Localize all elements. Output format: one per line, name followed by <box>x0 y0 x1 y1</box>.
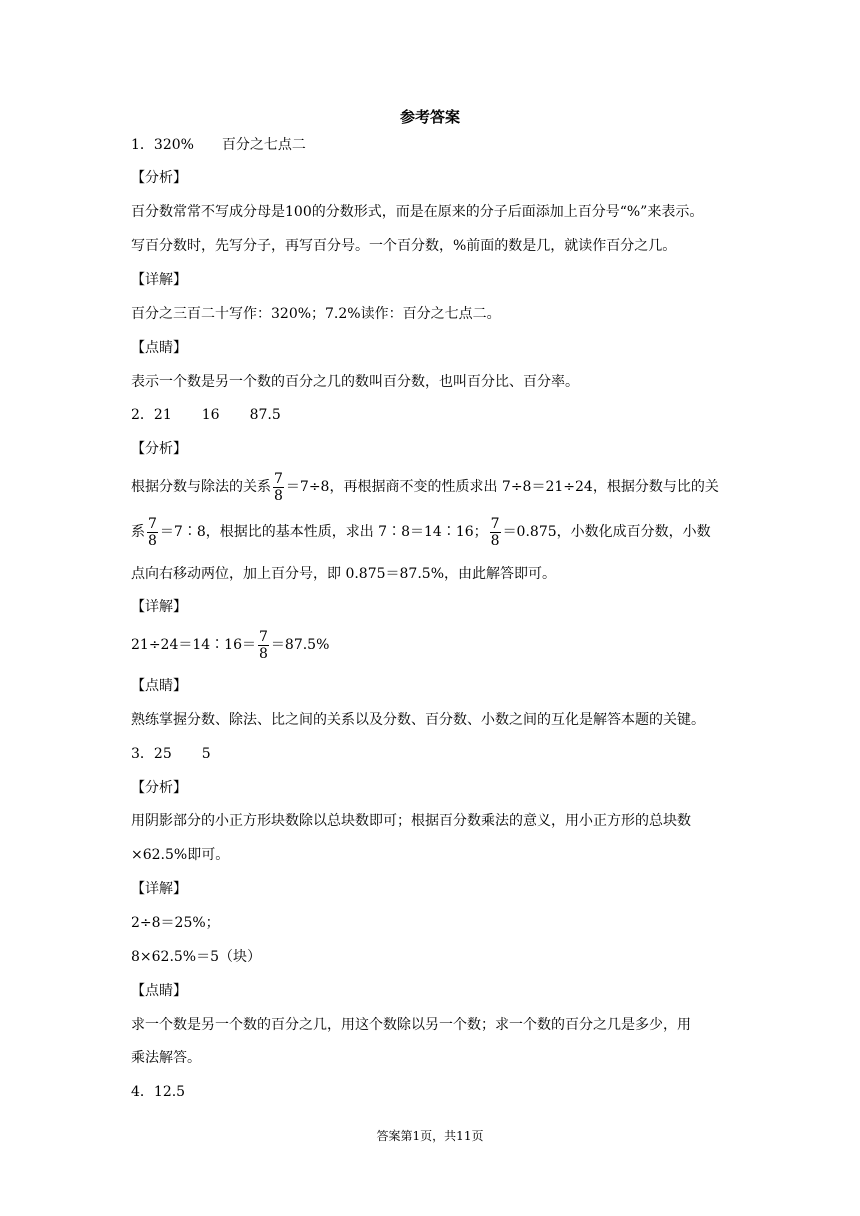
q2-text: ＝87.5% <box>270 637 330 653</box>
q4-answer: 4．12.5 <box>131 1084 186 1100</box>
fraction <box>258 629 269 662</box>
q2-answer-a: 2．21 <box>131 407 172 423</box>
q3-detail-heading: 【详解】 <box>131 881 187 897</box>
q2-text: ＝0.875，小数化成百分数，小数 <box>502 524 711 540</box>
fraction-numerator: 7 <box>259 628 268 645</box>
q1-analysis-line-1: 百分数常常不写成分母是100的分数形式，而是在原来的分子后面添加上百分号“%”来表示。 <box>131 204 704 220</box>
fraction-denominator: 8 <box>148 532 157 549</box>
q2-analysis-line-1 <box>131 470 719 504</box>
q2-text: 21÷24＝14∶16＝ <box>131 637 256 653</box>
q1-detail-heading: 【详解】 <box>131 272 187 288</box>
q1-comment-heading: 【点睛】 <box>131 340 187 356</box>
q1-detail-line-1: 百分之三百二十写作：320%；7.2%读作：百分之七点二。 <box>131 306 501 322</box>
q2-detail-line-1 <box>131 628 329 662</box>
q3-analysis-heading: 【分析】 <box>131 780 187 796</box>
fraction-denominator: 8 <box>274 487 283 504</box>
q2-analysis-line-2 <box>131 515 711 549</box>
q2-answer-c: 87.5 <box>249 407 281 423</box>
q1-analysis-line-2: 写百分数时，先写分子，再写百分号。一个百分数，%前面的数是几，就读作百分之几。 <box>131 238 677 254</box>
fraction <box>490 516 501 549</box>
q2-comment-heading: 【点睛】 <box>131 678 187 694</box>
q3-answer <box>131 745 211 763</box>
q3-comment-line-1: 求一个数是另一个数的百分之几，用这个数除以另一个数；求一个数的百分之几是多少，用 <box>131 1017 691 1033</box>
q2-text: ＝7∶8，根据比的基本性质，求出 7∶8＝14∶16； <box>159 524 488 540</box>
q2-text: 根据分数与除法的关系 <box>131 479 271 495</box>
fraction <box>273 471 284 504</box>
q2-text: ＝7÷8，再根据商不变的性质求出 7÷8＝21÷24，根据分数与比的关 <box>285 479 719 495</box>
q2-text: 系 <box>131 524 145 540</box>
q3-comment-heading: 【点睛】 <box>131 983 187 999</box>
q1-comment-line-1: 表示一个数是另一个数的百分之几的数叫百分数，也叫百分比、百分率。 <box>131 374 579 390</box>
q3-analysis-line-1: 用阴影部分的小正方形块数除以总块数即可；根据百分数乘法的意义，用小正方形的总块数 <box>131 813 691 829</box>
page-title: 参考答案 <box>399 108 460 126</box>
fraction <box>147 516 158 549</box>
fraction-numerator: 7 <box>490 515 500 532</box>
fraction-numerator: 7 <box>148 515 157 532</box>
fraction-denominator: 8 <box>490 532 500 549</box>
q2-detail-heading: 【详解】 <box>131 599 187 615</box>
fraction-denominator: 8 <box>259 645 268 662</box>
q2-answer-b: 16 <box>201 407 220 423</box>
fraction-numerator: 7 <box>274 470 283 487</box>
q3-answer-a: 3．25 <box>131 746 172 762</box>
q3-detail-line-2: 8×62.5%＝5（块） <box>131 949 262 965</box>
q1-analysis-heading: 【分析】 <box>131 170 187 186</box>
q3-analysis-line-2: ×62.5%即可。 <box>131 847 230 863</box>
q1-answer: 1．320% 百分之七点二 <box>131 137 306 153</box>
q3-comment-line-2: 乘法解答。 <box>131 1050 201 1066</box>
q3-answer-b: 5 <box>201 746 211 762</box>
q2-answer <box>131 406 281 424</box>
q3-detail-line-1: 2÷8＝25%； <box>131 915 220 931</box>
q2-comment-line-1: 熟练掌握分数、除法、比之间的关系以及分数、百分数、小数之间的互化是解答本题的关键。 <box>131 712 705 728</box>
page-footer: 答案第1页，共11页 <box>376 1129 484 1143</box>
q2-analysis-heading: 【分析】 <box>131 441 187 457</box>
q2-analysis-line-3: 点向右移动两位，加上百分号，即 0.875＝87.5%，由此解答即可。 <box>131 566 557 582</box>
